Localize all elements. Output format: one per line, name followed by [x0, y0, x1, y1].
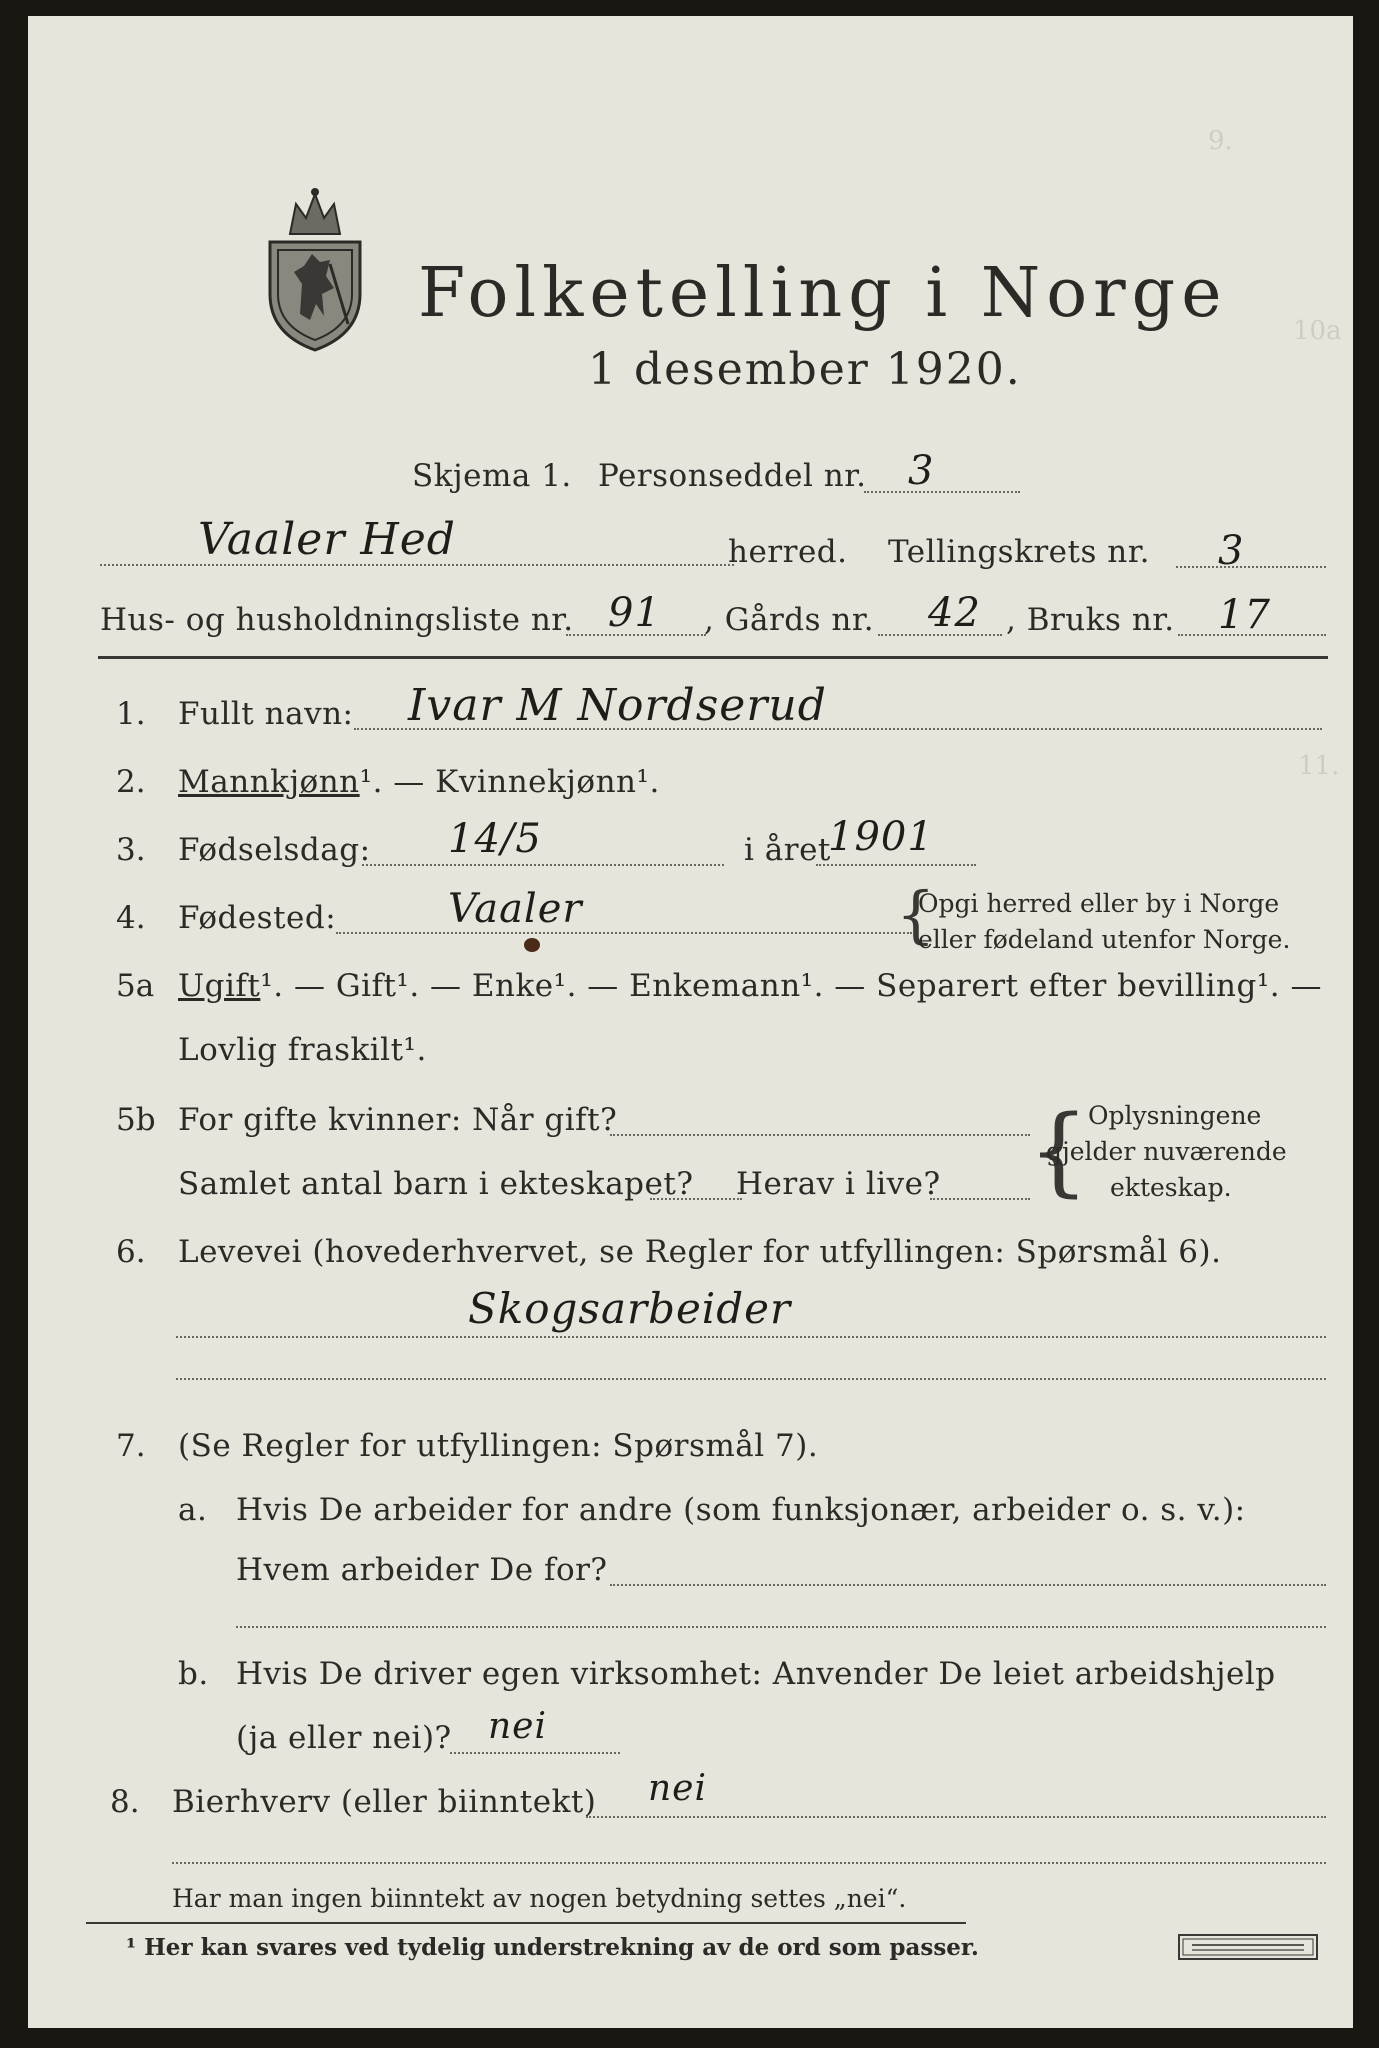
- husholdning-label: Hus- og husholdningsliste nr.: [100, 602, 574, 638]
- brace-symbol: {: [1028, 1095, 1090, 1207]
- ink-blot: [524, 938, 540, 952]
- question7b-line1: Hvis De driver egen virksomhet: Anvender De leiet arbeidshjelp: [236, 1656, 1276, 1692]
- birthplace-note-2: eller fødeland utenfor Norge.: [918, 925, 1291, 954]
- item-number: 4.: [116, 900, 146, 936]
- tellingskrets-label: Tellingskrets nr.: [888, 534, 1150, 570]
- question7b-line2: (ja eller nei)?: [236, 1720, 452, 1756]
- side-income-value: nei: [648, 1768, 708, 1809]
- male-option: Mannkjønn: [178, 764, 360, 800]
- tellingskrets-line: [1176, 566, 1326, 568]
- herred-value: Vaaler Hed: [198, 514, 456, 565]
- herred-line: [100, 564, 734, 566]
- personseddel-value: 3: [908, 448, 935, 494]
- husholdning-value: 91: [608, 590, 661, 636]
- hired-help-value: nei: [488, 1706, 548, 1747]
- married-when-label: For gifte kvinner: Når gift?: [178, 1102, 618, 1138]
- question7-label: (Se Regler for utfyllingen: Spørsmål 7).: [178, 1428, 819, 1464]
- personseddel-line: [864, 491, 1020, 493]
- item-number: 2.: [116, 764, 146, 800]
- personseddel-label: Personseddel nr.: [598, 458, 867, 494]
- bleed-through-text: 9.: [1208, 126, 1233, 156]
- occupation-value: Skogsarbeider: [468, 1284, 792, 1333]
- sex-options: [178, 764, 660, 800]
- occupation-line-1: [176, 1336, 1326, 1338]
- divorced-option: Lovlig fraskilt¹.: [178, 1032, 427, 1068]
- bruks-value: 17: [1218, 592, 1271, 638]
- children-alive-label: Herav i live?: [736, 1166, 941, 1202]
- birthplace-note-1: Opgi herred eller by i Norge: [918, 889, 1280, 918]
- bruks-label: , Bruks nr.: [1006, 602, 1175, 638]
- employer-line-2: [236, 1626, 1326, 1628]
- tellingskrets-value: 3: [1218, 528, 1245, 574]
- birthplace-value: Vaaler: [448, 886, 583, 932]
- children-alive-line: [930, 1198, 1030, 1200]
- question7a-line2: Hvem arbeider De for?: [236, 1552, 608, 1588]
- coat-of-arms-emblem: [260, 184, 370, 354]
- side-income-line-2: [172, 1862, 1326, 1864]
- female-option: Kvinnekjønn¹.: [435, 764, 660, 800]
- census-date: 1 desember 1920.: [588, 344, 1022, 395]
- unmarried-option: Ugift: [178, 968, 261, 1004]
- herred-label: herred.: [728, 534, 848, 570]
- birthday-label: Fødselsdag:: [178, 832, 371, 868]
- question7a-line1: Hvis De arbeider for andre (som funksjonær, arbeider o. s. v.):: [236, 1492, 1246, 1528]
- marriage-note-1: Oplysningene: [1088, 1101, 1262, 1130]
- marital-status-options: [178, 968, 1322, 1004]
- marriage-note-3: ekteskap.: [1110, 1173, 1232, 1202]
- footnote-separator: [86, 1922, 966, 1924]
- gards-value: 42: [928, 590, 981, 636]
- full-name-label: Fullt navn:: [178, 696, 354, 732]
- form-title: Folketelling i Norge: [418, 254, 1228, 333]
- side-income-note: Har man ingen biinntekt av nogen betydning settes „nei“.: [172, 1884, 907, 1913]
- question7b-letter: b.: [178, 1656, 209, 1692]
- birth-year-value: 1901: [828, 814, 934, 860]
- header-separator: [98, 656, 1328, 659]
- married-when-line: [610, 1134, 1030, 1136]
- birth-year-label: i året: [744, 832, 831, 868]
- children-count-line: [650, 1198, 742, 1200]
- printer-stamp: [1178, 1934, 1318, 1960]
- hired-help-line: [450, 1752, 620, 1754]
- children-count-label: Samlet antal barn i ekteskapet?: [178, 1166, 694, 1202]
- gards-label: , Gårds nr.: [704, 602, 875, 638]
- marital-other-options: ¹. — Gift¹. — Enke¹. — Enkemann¹. — Separert efter bevilling¹. —: [260, 968, 1322, 1004]
- footnote: ¹ Her kan svares ved tydelig understrekning av de ord som passer.: [126, 1934, 979, 1961]
- side-income-label: Bierhverv (eller biinntekt): [172, 1784, 597, 1820]
- brace-symbol: {: [896, 878, 936, 951]
- birthplace-line: [336, 932, 912, 934]
- item-number: 5a: [116, 968, 155, 1004]
- occupation-label: Levevei (hovederhvervet, se Regler for utfyllingen: Spørsmål 6).: [178, 1234, 1222, 1270]
- occupation-line-2: [176, 1378, 1326, 1380]
- birthplace-label: Fødested:: [178, 900, 337, 936]
- item-number: 6.: [116, 1234, 146, 1270]
- bleed-through-text: 11.: [1298, 751, 1340, 781]
- side-income-line-1: [586, 1816, 1326, 1818]
- birthday-value: 14/5: [448, 816, 542, 862]
- item-number: 1.: [116, 696, 146, 732]
- bleed-through-text: 10a: [1293, 316, 1342, 346]
- skjema-label: Skjema 1.: [412, 458, 572, 494]
- sex-separator: ¹. —: [359, 764, 436, 800]
- marriage-note-2: gjelder nuværende: [1046, 1137, 1287, 1166]
- item-number: 7.: [116, 1428, 146, 1464]
- employer-line-1: [610, 1584, 1326, 1586]
- item-number: 5b: [116, 1102, 156, 1138]
- full-name-value: Ivar M Nordserud: [408, 680, 827, 731]
- birth-year-line: [816, 864, 976, 866]
- birthday-line: [362, 864, 724, 866]
- item-number: 8.: [110, 1784, 140, 1820]
- question7a-letter: a.: [178, 1492, 208, 1528]
- census-form-page: [28, 16, 1353, 2028]
- item-number: 3.: [116, 832, 146, 868]
